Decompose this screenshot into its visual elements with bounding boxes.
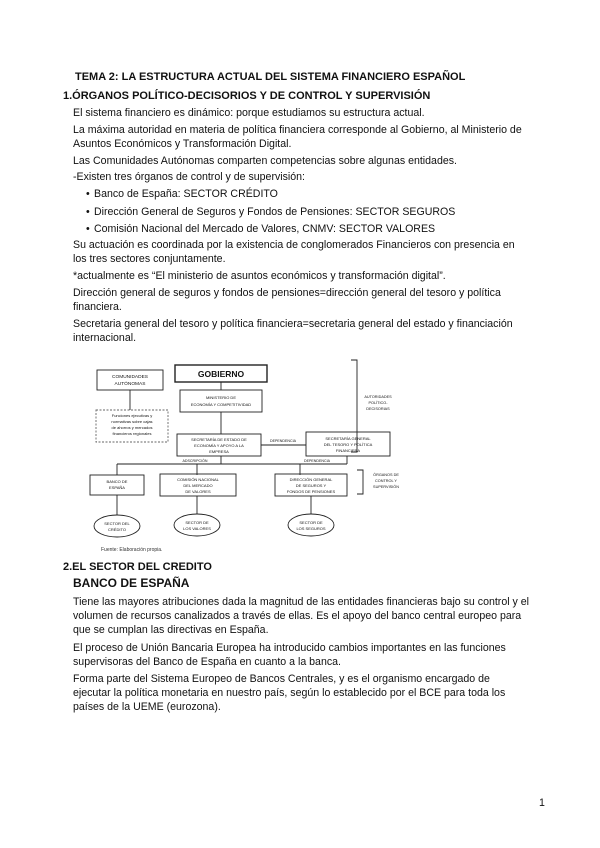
tema-title: TEMA 2: LA ESTRUCTURA ACTUAL DEL SISTEMA FINANCIERO ESPAÑOL (75, 71, 466, 83)
organos-label: SUPERVISIÓN (373, 485, 399, 489)
paragraph: que se cumplan las directivas en España. (73, 624, 269, 636)
secretaria-estado-label: EMPRESA (209, 449, 229, 454)
secretaria-general-label: FINANCIERA (335, 448, 361, 453)
paragraph: Dirección general de seguros y fondos de pensiones=dirección general del tesoro y política (73, 287, 501, 299)
sector-seguros-ellipse (288, 514, 334, 536)
paragraph: -Existen tres órganos de control y de supervisión: (73, 171, 306, 183)
autoridades-label: DECISORIAS (366, 407, 390, 411)
paragraph: *actualmente es “El ministerio de asuntos económicos y transformación digital”. (73, 270, 446, 282)
ministerio-label: ECONOMÍA Y COMPETITIVIDAD (190, 402, 252, 407)
paragraph: El proceso de Unión Bancaria Europea ha introducido cambios importantes en las funciones (73, 642, 506, 654)
banco-label: BANCO DE (106, 479, 128, 484)
sector-credito-label: CRÉDITO (108, 527, 126, 532)
cnmv-label: DE VALORES (185, 489, 211, 494)
sector-valores-ellipse (174, 514, 220, 536)
section-1-heading: 1.ÓRGANOS POLÍTICO-DECISORIOS Y DE CONTROL Y SUPERVISIÓN (63, 90, 431, 102)
secretaria-estado-label: ECONOMÍA Y APOYO A LA (194, 443, 244, 448)
paragraph: países de la UEME (eurozona). (73, 701, 221, 713)
sector-valores-label: LOS VALORES (183, 526, 211, 531)
funciones-label: Funciones ejecutivas y (111, 413, 153, 418)
comunidades-label: AUTÓNOMAS (114, 382, 146, 387)
organos-label: CONTROL Y (375, 479, 397, 483)
dependencia-label: DEPENDENCIA (304, 459, 330, 463)
funciones-label: financieros regionales (112, 431, 152, 436)
paragraph: El sistema financiero es dinámico: porque estudiamos su estructura actual. (73, 107, 425, 119)
comunidades-box (97, 370, 163, 390)
paragraph: Su actuación es coordinada por la existencia de conglomerados Financieros con presencia en (73, 239, 515, 251)
secretaria-estado-label: SECRETARÍA DE ESTADO DE (191, 437, 247, 442)
paragraph: Tiene las mayores atribuciones dada la magnitud de las entidades financieras bajo su control y el (73, 596, 529, 608)
list-item: • Dirección General de Seguros y Fondos de Pensiones: SECTOR SEGUROS (94, 206, 455, 219)
paragraph: La máxima autoridad en materia de política financiera corresponde al Gobierno, al Ministerio de (73, 124, 522, 136)
figure-source: Fuente: Elaboración propia. (101, 547, 163, 553)
paragraph: volumen de recursos canalizados a través de ellas. Es el apoyo del banco central europeo para (73, 610, 522, 622)
sector-credito-ellipse (94, 515, 140, 537)
paragraph: ejecutar la política monetaria en nuestro país, según lo establecido por el BCE para toda los (73, 687, 506, 699)
ministerio-label: MINISTERIO DE (205, 395, 237, 400)
funciones-label: normativas sobre cajas (111, 419, 153, 424)
paragraph: financiera. (73, 301, 122, 313)
sector-seguros-label: LOS SEGUROS (296, 526, 326, 531)
cnmv-label: COMISIÓN NACIONAL (177, 477, 219, 482)
banco-label: ESPAÑA (109, 485, 125, 490)
sector-valores-label: SECTOR DE (185, 520, 209, 525)
gobierno-label: GOBIERNO (197, 369, 245, 379)
financial-system-diagram (85, 352, 410, 557)
autoridades-label: AUTORIDADES (364, 395, 392, 399)
adscripcion-label: ADSCRIPCIÓN (182, 459, 208, 463)
sector-credito-label: SECTOR DEL (104, 521, 130, 526)
paragraph: Forma parte del Sistema Europeo de Bancos Centrales, y es el organismo encargado de (73, 673, 490, 685)
paragraph: Asuntos Económicos y Transformación Digital. (73, 138, 292, 150)
dgsfp-label: DIRECCIÓN GENERAL (289, 477, 333, 482)
ministerio-box (180, 390, 262, 412)
paragraph: Secretaria general del tesoro y política financiera=secretaria general del estado y financiación (73, 318, 513, 330)
autoridades-label: POLÍTICO- (368, 401, 388, 405)
list-item: • Comisión Nacional del Mercado de Valores, CNMV: SECTOR VALORES (94, 223, 435, 236)
sector-seguros-label: SECTOR DE (299, 520, 323, 525)
cnmv-label: DEL MERCADO (183, 483, 213, 488)
comunidades-label: COMUNIDADES (112, 375, 148, 380)
paragraph: supervisoras del Banco de España en cuanto a la banca. (73, 656, 341, 668)
dgsfp-label: DE SEGUROS Y (295, 483, 327, 488)
organos-label: ÓRGANOS DE (373, 473, 399, 477)
funciones-label: de ahorros y mercados (111, 425, 153, 430)
paragraph: Las Comunidades Autónomas comparten competencias sobre algunas entidades. (73, 155, 457, 167)
page-number: 1 (539, 797, 545, 809)
section-2-heading: 2.EL SECTOR DEL CREDITO (63, 561, 212, 573)
section-2-subheading: BANCO DE ESPAÑA (73, 576, 190, 590)
list-item: • Banco de España: SECTOR CRÉDITO (94, 188, 278, 201)
dgsfp-label: FONDOS DE PENSIONES (286, 489, 336, 494)
dependencia-label: DEPENDENCIA (270, 439, 296, 443)
secretaria-general-label: DEL TESORO Y POLÍTICA (323, 442, 373, 447)
secretaria-general-label: SECRETARÍA GENERAL (325, 436, 371, 441)
paragraph: los tres sectores conjuntamente. (73, 253, 226, 265)
paragraph: internacional. (73, 332, 137, 344)
